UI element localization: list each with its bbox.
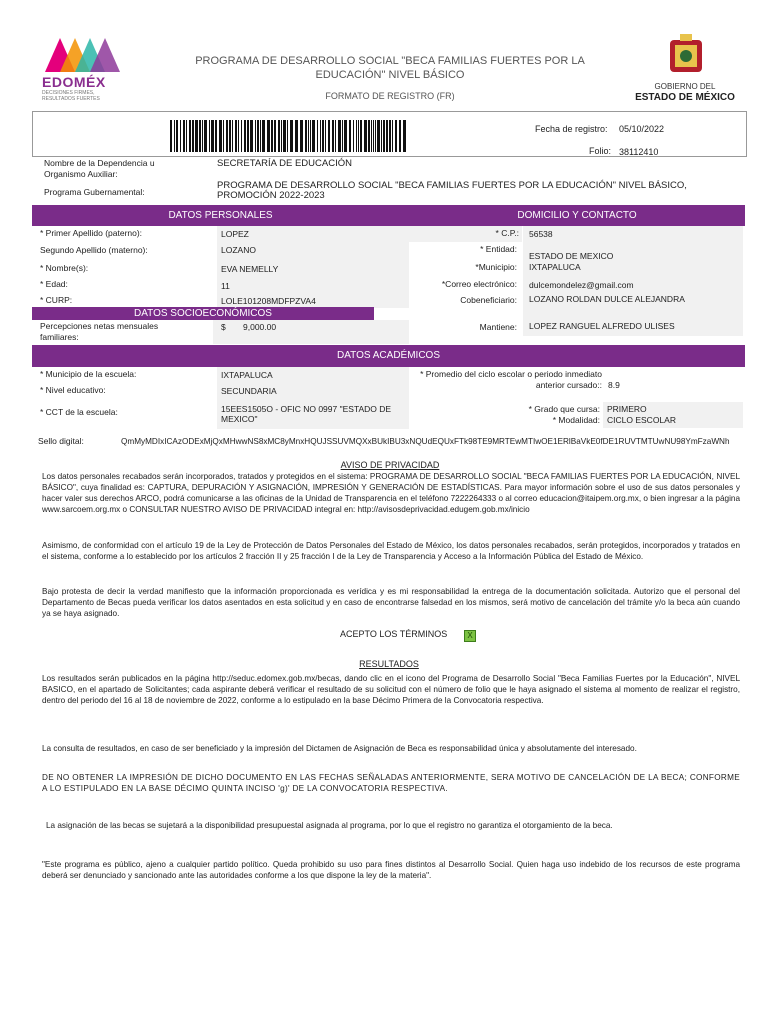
barcode-bar: [342, 120, 343, 152]
percepciones-currency: $: [221, 322, 226, 332]
barcode-bar: [183, 120, 185, 152]
promedio-value: 8.9: [608, 380, 620, 390]
document-title: PROGRAMA DE DESARROLLO SOCIAL "BECA FAMILIAS FUERTES POR LA EDUCACIÓN" NIVEL BÁSICO: [195, 55, 585, 81]
barcode-bar: [260, 120, 261, 152]
aviso-p3: Bajo protesta de decir la verdad manifiesto que la información proporcionada es verídica y es mi responsabilidad la entrega de la documentación solicitada. Autorizo que el personal del Departamento de Becas pueda verificar los datos asentados en esta solicitud y en caso de encontrarse falsedad en los mismos, será motivo de cancelación del trámite y/o la beca aún cuando ya se haya asignado.: [42, 587, 740, 618]
barcode-bar: [244, 120, 246, 152]
barcode-bar: [229, 120, 231, 152]
barcode-bar: [170, 120, 172, 152]
municipio-label: *Municipio:: [475, 262, 517, 272]
dependencia-label: Nombre de la Dependencia u Organismo Auxiliar:: [44, 158, 155, 179]
barcode-bar: [403, 120, 406, 152]
barcode-bar: [358, 120, 359, 152]
gobierno-line1: GOBIERNO DEL: [654, 82, 716, 91]
mantiene-value: LOPEZ RANGUEL ALFREDO ULISES: [529, 321, 675, 331]
barcode-bar: [295, 120, 298, 152]
mantiene-label: Mantiene:: [479, 322, 517, 332]
gobierno-line2: ESTADO DE MÉXICO: [635, 92, 735, 103]
barcode-bar: [328, 120, 330, 152]
gobierno-logo: [630, 34, 740, 106]
section-domicilio-contacto: DOMICILIO Y CONTACTO: [409, 205, 745, 226]
barcode-bar: [255, 120, 256, 152]
barcode-icon: [170, 120, 410, 152]
barcode-bar: [176, 120, 178, 152]
barcode-bar: [199, 120, 201, 152]
barcode-bar: [235, 120, 237, 152]
resultados-p1: Los resultados serán publicados en la página http://seduc.edomex.gob.mx/becas, dando clic en el icono del Programa de Desarrollo Social "Beca Familias Fuertes por la Educación", NIVEL BASICO, en el apartado de Solicitantes; cada aspirante deberá verificar el resultado de su solicitud con el número de folio que le haya asignado el sistema al momento de realizar el registro, dentro del periodo del 16 al 18 de noviembre de 2022, conforme a lo estipulado en la base Décimo Primera de la Convocatoria respectiva.: [42, 674, 740, 705]
municipio-value: IXTAPALUCA: [529, 262, 581, 272]
document-subtitle: FORMATO DE REGISTRO (FR): [325, 91, 455, 101]
barcode-bar: [274, 120, 276, 152]
edomex-logo-text: EDOMÉX: [42, 74, 106, 90]
sello-value: QmMyMDIxICAzODExMjQxMHwwNS8xMC8yMnxHQUJSSUVMQXxBUkIBU3xNQUdEQUxFTk98TE9MRTEwMTIwOE1ERlBaVkE0fDE1RUVTMTUwNU98YmFzaWNh: [121, 437, 730, 446]
cobeneficiario-label: Cobeneficiario:: [460, 295, 517, 305]
cp-label: * C.P.:: [495, 228, 519, 238]
barcode-bar: [349, 120, 351, 152]
barcode-bar: [238, 120, 239, 152]
coat-of-arms-icon: [666, 34, 706, 76]
barcode-bar: [338, 120, 341, 152]
resultados-p5: "Este programa es público, ajeno a cualquier partido político. Queda prohibido su uso para fines distintos al Desarrollo Social. Quien haga uso indebido de los recursos de este programa deberá ser denunciado y sancionado ante las autoridades conforme a los que dispone la ley de la materia".: [42, 860, 740, 880]
barcode-bar: [356, 120, 357, 152]
barcode-bar: [305, 120, 307, 152]
edomex-logo-tagline: DECISIONES FIRMES, RESULTADOS FUERTES: [42, 90, 100, 102]
barcode-bar: [395, 120, 397, 152]
barcode-bar: [381, 120, 382, 152]
barcode-bar: [317, 120, 318, 152]
barcode-bar: [364, 120, 367, 152]
barcode-bar: [332, 120, 334, 152]
apellido-paterno-value: LOPEZ: [221, 229, 249, 239]
barcode-bar: [281, 120, 282, 152]
aviso-title: AVISO DE PRIVACIDAD: [340, 460, 440, 470]
apellido-materno-value: LOZANO: [221, 245, 256, 255]
barcode-bar: [174, 120, 175, 152]
sello-label: Sello digital:: [38, 436, 84, 446]
barcode-bar: [389, 120, 391, 152]
barcode-bar: [250, 120, 253, 152]
barcode-bar: [392, 120, 393, 152]
nivel-educativo-label: * Nivel educativo:: [40, 385, 106, 395]
barcode-bar: [223, 120, 224, 152]
percepciones-label: Percepciones netas mensuales familiares:: [40, 321, 159, 342]
promedio-label: * Promedio del ciclo escolar o periodo inmediato anterior cursado::: [420, 369, 602, 390]
barcode-bar: [209, 120, 210, 152]
barcode-bar: [271, 120, 273, 152]
barcode-bar: [360, 120, 362, 152]
barcode-bar: [368, 120, 370, 152]
modalidad-label: * Modalidad:: [552, 415, 600, 425]
barcode-bar: [375, 120, 376, 152]
modalidad-value: CICLO ESCOLAR: [607, 415, 676, 425]
edad-label: * Edad:: [40, 279, 68, 289]
barcode-bar: [300, 120, 303, 152]
barcode-bar: [322, 120, 324, 152]
curp-value: LOLE101208MDFPZVA4: [221, 296, 316, 306]
barcode-bar: [267, 120, 270, 152]
barcode-bar: [186, 120, 187, 152]
grado-label: * Grado que cursa:: [528, 404, 600, 414]
aviso-p1: Los datos personales recabados serán incorporados, tratados y protegidos en el sistema: PROGRAMA DE DESARROLLO SOCIAL "BECA FAMILIAS FUERTES POR LA EDUCACIÓN, NIVEL BÁSICO", cuya finalidad es: CAPTURA, DEPURACIÓN Y ASIGNACIÓN, IMPRESIÓN Y GENERACIÓN DE ESTADÍSTICAS. Para mayor información sobre el uso de sus datos personales y hacer valer sus derechos ARCO, podrá comunicarse a las oficinas de la Unidad de Transparencia en el teléfono 7222264333 o al correo educacion@itaipem.org.mx, o bien ingresar a la página www.sarcoem.org.mx o CONSULTAR NUESTRO AVISO DE PRIVACIDAD integral en: http://avisosdeprivacidad.edugem.gob.mx/inicio: [42, 472, 740, 514]
acepto-terminos-label: ACEPTO LOS TÉRMINOS: [340, 629, 448, 639]
municipio-escuela-value: IXTAPALUCA: [221, 370, 273, 380]
barcode-bar: [312, 120, 315, 152]
resultados-p2: La consulta de resultados, en caso de ser beneficiado y la impresión del Dictamen de Asignación de Beca es responsabilidad única y absolutamente del interesado.: [42, 744, 637, 753]
barcode-bar: [219, 120, 222, 152]
curp-label: * CURP:: [40, 295, 73, 305]
barcode-bar: [399, 120, 401, 152]
barcode-bar: [195, 120, 198, 152]
apellido-materno-label: Segundo Apellido (materno):: [40, 245, 148, 255]
barcode-bar: [287, 120, 288, 152]
barcode-bar: [262, 120, 265, 152]
municipio-escuela-label: * Municipio de la escuela:: [40, 369, 137, 379]
barcode-bar: [320, 120, 321, 152]
barcode-bar: [308, 120, 309, 152]
barcode-bar: [241, 120, 242, 152]
dependencia-value: SECRETARÍA DE EDUCACIÓN: [217, 158, 352, 169]
barcode-bar: [383, 120, 385, 152]
barcode-bar: [232, 120, 233, 152]
grado-value: PRIMERO: [607, 404, 647, 414]
programa-label: Programa Gubernamental:: [44, 187, 145, 197]
resultados-title: RESULTADOS: [359, 659, 419, 669]
barcode-bar: [335, 120, 336, 152]
barcode-bar: [180, 120, 181, 152]
aviso-p2: Asimismo, de conformidad con el artículo 19 de la Ley de Protección de Datos Personales del Estado de México, los datos personales recabados, serán protegidos, incorporados y tratados en el sistema, conforme a lo establecido por los artículos 2 fracción II y 25 fracción I de la Ley de Transparencia y Acceso a la Información Pública del Estado de México.: [42, 541, 740, 561]
barcode-bar: [373, 120, 374, 152]
resultados-p4: La asignación de las becas se sujetará a la disponibilidad presupuestal asignada al programa, por lo que el registro no garantiza el otorgamiento de la beca.: [46, 821, 613, 830]
cct-label: * CCT de la escuela:: [40, 407, 118, 417]
barcode-bar: [211, 120, 214, 152]
apellido-paterno-label: * Primer Apellido (paterno):: [40, 228, 143, 238]
barcode-bar: [189, 120, 191, 152]
fecha-registro-label: Fecha de registro:: [535, 124, 608, 134]
nivel-educativo-value: SECUNDARIA: [221, 386, 277, 396]
barcode-bar: [377, 120, 380, 152]
barcode-bar: [353, 120, 354, 152]
folio-value: 38112410: [619, 147, 659, 157]
edad-value: 11: [221, 281, 230, 291]
nombre-label: * Nombre(s):: [40, 263, 89, 273]
correo-value: dulcemondelez@gmail.com: [529, 280, 634, 290]
barcode-bar: [247, 120, 249, 152]
barcode-bar: [310, 120, 311, 152]
section-datos-academicos: DATOS ACADÉMICOS: [32, 345, 745, 367]
barcode-bar: [278, 120, 280, 152]
entidad-value: ESTADO DE MEXICO: [529, 251, 614, 261]
barcode-bar: [226, 120, 228, 152]
barcode-bar: [192, 120, 194, 152]
programa-value: PROGRAMA DE DESARROLLO SOCIAL "BECA FAMILIAS FUERTES POR LA EDUCACIÓN" NIVEL BÁSICO, PROMOCIÓN 2022-2023: [217, 180, 687, 201]
barcode-bar: [204, 120, 207, 152]
entidad-label: * Entidad:: [480, 244, 517, 254]
barcode-bar: [344, 120, 347, 152]
barcode-bar: [325, 120, 326, 152]
acepto-terminos-checkbox[interactable]: X: [464, 630, 476, 642]
edomex-logo: [30, 30, 130, 110]
barcode-bar: [202, 120, 203, 152]
barcode-bar: [386, 120, 388, 152]
percepciones-value: 9,000.00: [243, 322, 277, 332]
cp-value: 56538: [529, 229, 553, 239]
barcode-bar: [257, 120, 259, 152]
barcode-bar: [215, 120, 217, 152]
correo-label: *Correo electrónico:: [441, 279, 517, 289]
section-datos-socioeconomicos: DATOS SOCIOECONÓMICOS: [32, 307, 374, 320]
section-datos-personales: DATOS PERSONALES: [32, 205, 409, 226]
fecha-registro-value: 05/10/2022: [619, 124, 665, 134]
resultados-p3: DE NO OBTENER LA IMPRESIÓN DE DICHO DOCUMENTO EN LAS FECHAS SEÑALADAS ANTERIORMENTE, SERA MOTIVO DE CANCELACIÓN DE LA BECA; CONFORME A LO ESTIPULADO EN LA BASE DÉCIMO QUINTA INCISO 'g)' DE LA CONVOCATORIA RESPECTIVA.: [42, 773, 740, 793]
barcode-bar: [283, 120, 286, 152]
barcode-bar: [371, 120, 372, 152]
cct-value: 15EES1505O - OFIC NO 0997 "ESTADO DE MEXICO": [221, 404, 392, 424]
nombre-value: EVA NEMELLY: [221, 264, 279, 274]
barcode-bar: [290, 120, 293, 152]
folio-label: Folio:: [589, 146, 612, 156]
cobeneficiario-value: LOZANO ROLDAN DULCE ALEJANDRA: [529, 294, 685, 304]
